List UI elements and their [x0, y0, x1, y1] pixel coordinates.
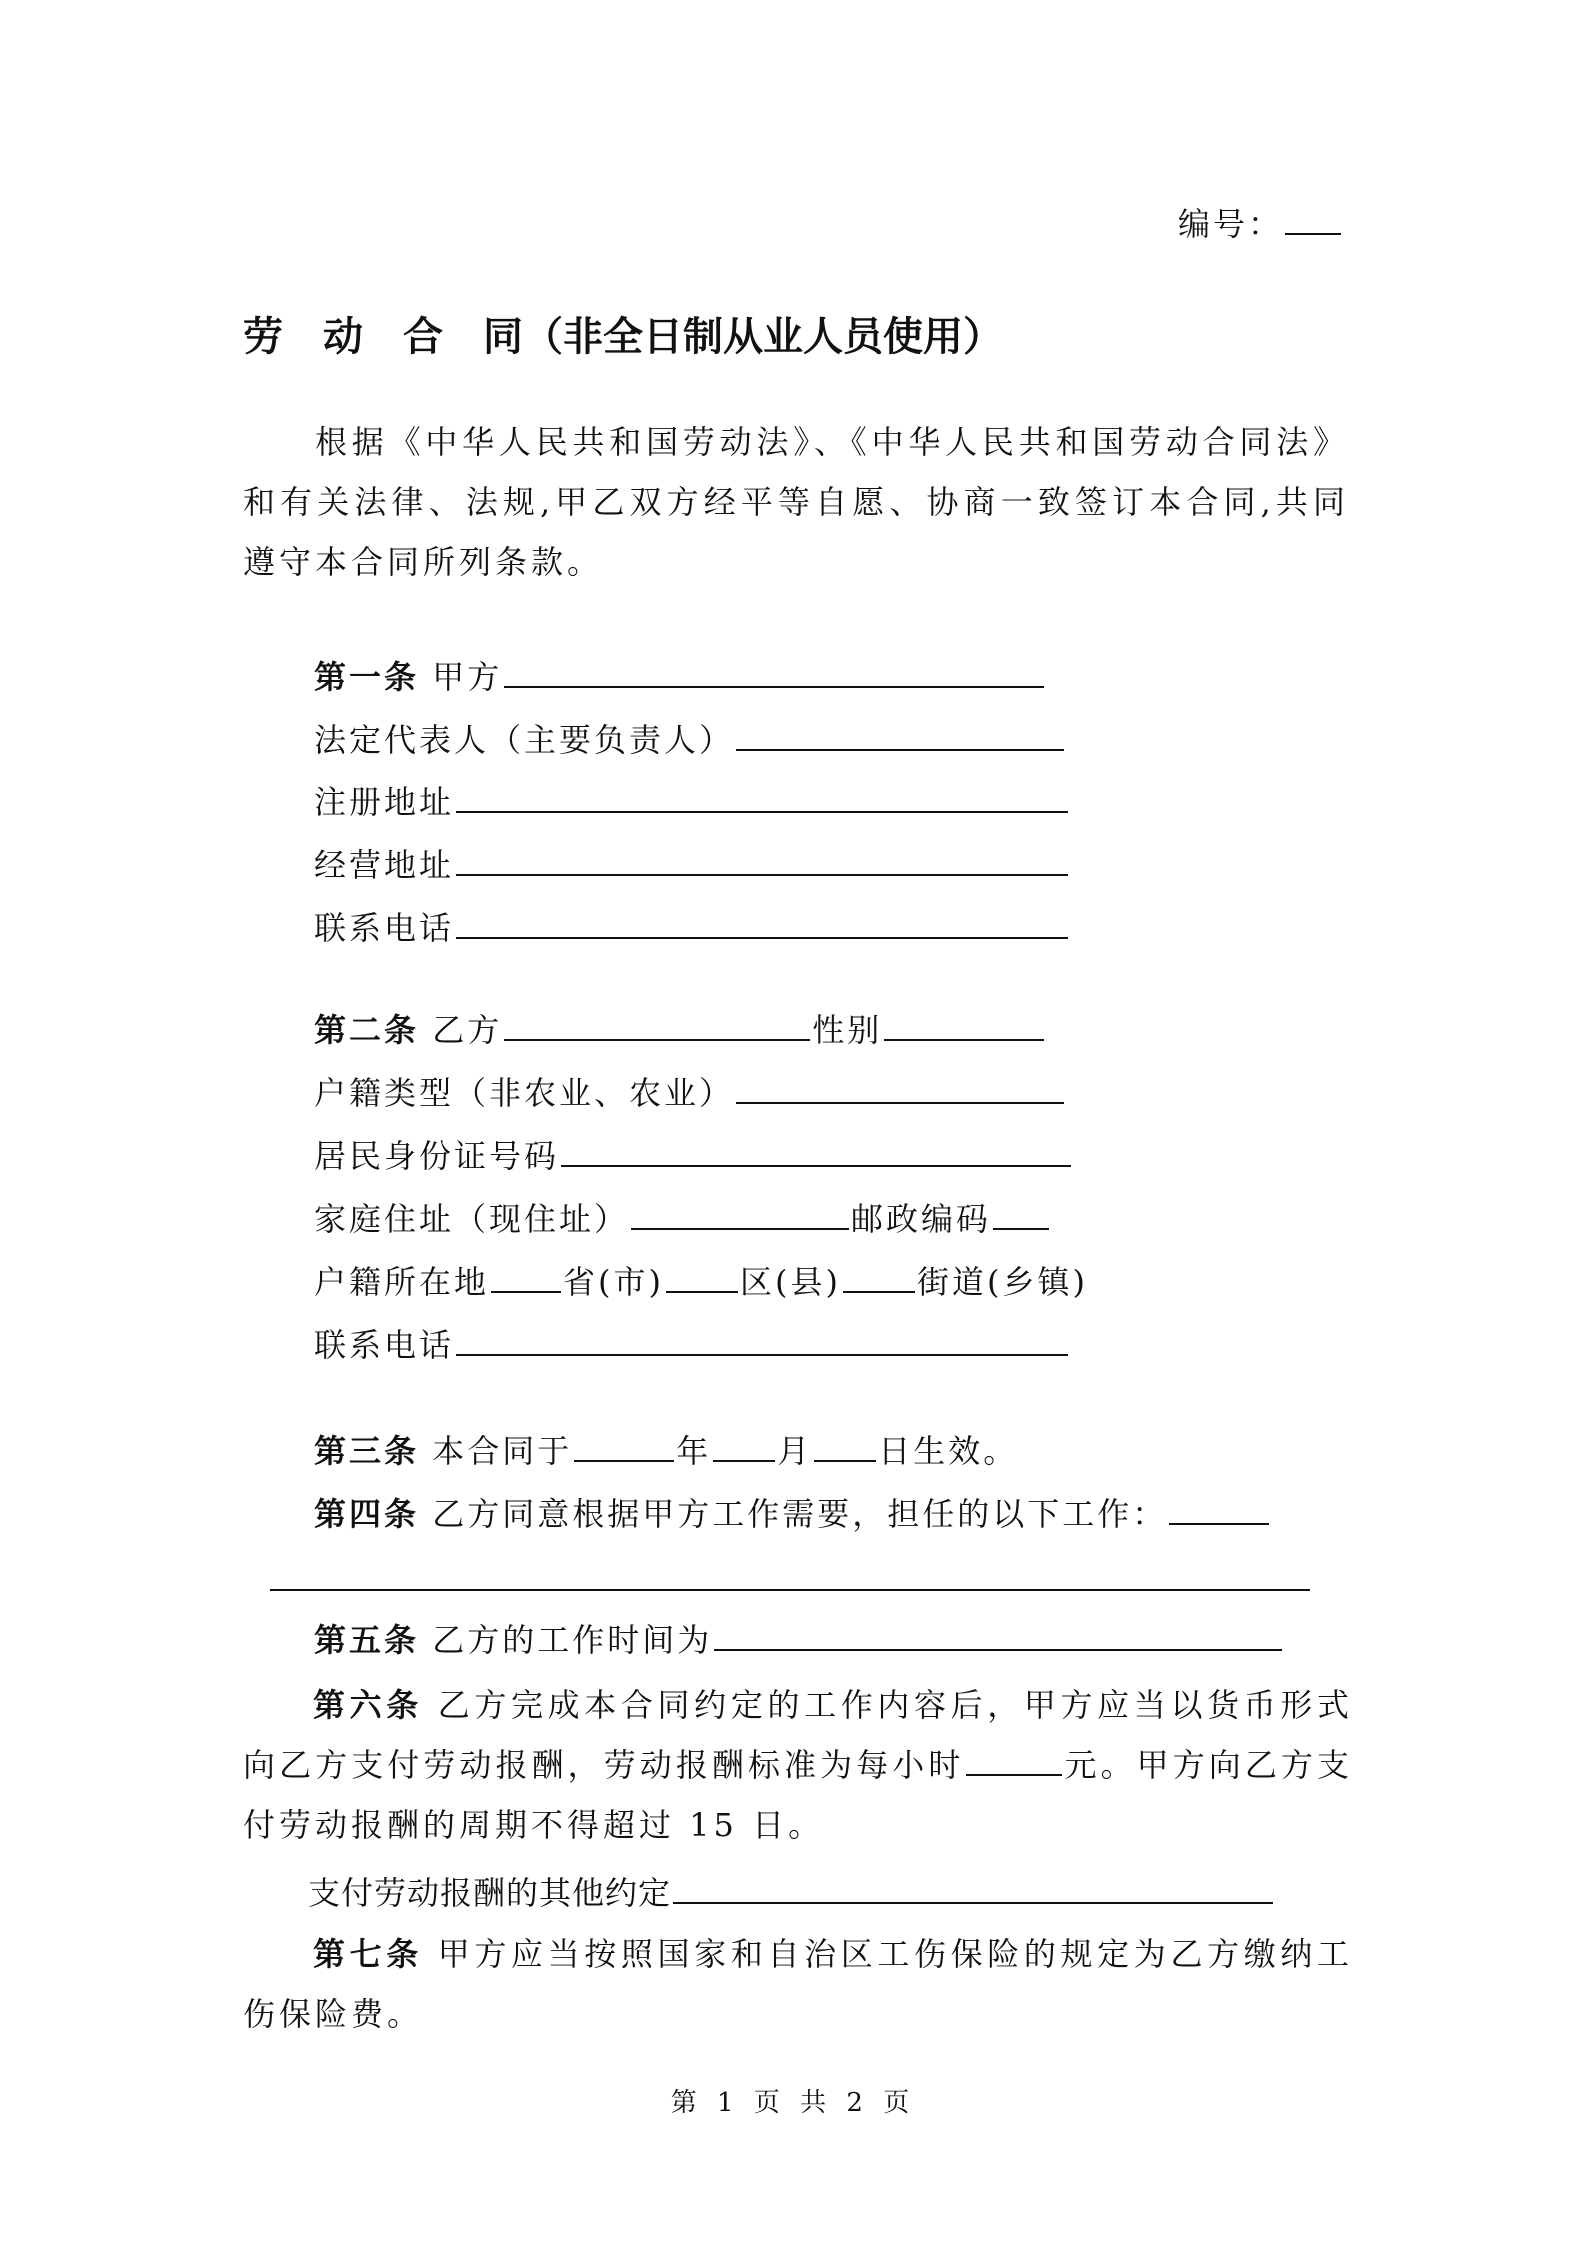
article4-line	[314, 1494, 1271, 1534]
party-a-phone-line	[314, 908, 1070, 948]
article1-party-a-line	[314, 657, 1046, 697]
article7-heading: 第七条	[313, 1935, 423, 1973]
preamble: 根据《中华人民共和国劳动法》、《中华人民共和国劳动合同法》和有关法律、法规,甲乙双方经平等自愿、协商一致签订本合同,共同遵守本合同所列条款。	[243, 423, 1349, 581]
district-field[interactable]	[666, 1263, 738, 1293]
year-field[interactable]	[574, 1432, 674, 1462]
province-label: 省(市)	[563, 1263, 664, 1301]
job-field-continued[interactable]	[270, 1589, 1310, 1591]
party-b-phone-field[interactable]	[456, 1326, 1068, 1356]
month-field[interactable]	[713, 1432, 775, 1462]
street-label: 街道(乡镇)	[916, 1263, 1088, 1301]
id-number-line	[314, 1136, 1073, 1176]
job-field[interactable]	[1169, 1495, 1269, 1525]
reg-address-field[interactable]	[456, 783, 1068, 813]
home-address-label: 家庭住址（现住址）	[314, 1200, 630, 1238]
hukou-type-label: 户籍类型（非农业、农业）	[314, 1074, 735, 1112]
hukou-type-field[interactable]	[736, 1074, 1064, 1104]
article3-heading: 第三条	[314, 1432, 420, 1470]
page-footer: 第 1 页 共 2 页	[670, 2088, 916, 2118]
other-payment-line	[308, 1873, 1275, 1913]
biz-address-field[interactable]	[456, 846, 1068, 876]
article2-party-b-line	[314, 1010, 1046, 1050]
other-payment-label: 支付劳动报酬的其他约定	[308, 1874, 672, 1912]
article4-text: 乙方同意根据甲方工作需要，担任的以下工作：	[432, 1495, 1168, 1533]
article3-line	[314, 1431, 1018, 1471]
article1-heading: 第一条	[314, 658, 420, 696]
article7-paragraph	[243, 1924, 1353, 2044]
gender-label: 性别	[812, 1011, 883, 1049]
article6-text-a: 乙方完成本合同约定的工作内容后，甲方应当以货币形式向乙方支付劳动报酬，劳动报酬标准为每小时	[243, 1686, 1353, 1784]
reg-address-line	[314, 782, 1070, 822]
reg-address-label: 注册地址	[314, 783, 455, 821]
contract-number	[1178, 204, 1343, 244]
day-effective-label: 日生效。	[878, 1432, 1019, 1470]
article3-text: 本合同于	[432, 1432, 573, 1470]
contract-number-label: 编号：	[1178, 205, 1284, 243]
article6-heading: 第六条	[313, 1686, 423, 1724]
home-address-line	[314, 1199, 1051, 1239]
document-title: 劳 动 合 同（非全日制从业人员使用）	[243, 314, 1003, 360]
postcode-field[interactable]	[993, 1200, 1049, 1230]
home-address-field[interactable]	[631, 1200, 849, 1230]
other-payment-field[interactable]	[673, 1874, 1273, 1904]
party-b-label: 乙方	[432, 1011, 503, 1049]
biz-address-line	[314, 845, 1070, 885]
article5-line	[314, 1620, 1284, 1660]
article2-heading: 第二条	[314, 1011, 420, 1049]
party-b-phone-line	[314, 1325, 1070, 1365]
street-field[interactable]	[843, 1263, 915, 1293]
postcode-label: 邮政编码	[851, 1200, 992, 1238]
party-a-phone-label: 联系电话	[314, 909, 455, 947]
hukou-place-line	[314, 1262, 1088, 1302]
party-b-field[interactable]	[504, 1011, 810, 1041]
year-label: 年	[676, 1432, 712, 1470]
gender-field[interactable]	[884, 1011, 1044, 1041]
hukou-type-line	[314, 1073, 1066, 1113]
biz-address-label: 经营地址	[314, 846, 455, 884]
legal-rep-field[interactable]	[736, 721, 1064, 751]
party-b-phone-label: 联系电话	[314, 1326, 455, 1364]
hourly-rate-field[interactable]	[966, 1746, 1062, 1776]
party-a-phone-field[interactable]	[456, 909, 1068, 939]
district-label: 区(县)	[740, 1263, 841, 1301]
legal-rep-line	[314, 720, 1066, 760]
legal-rep-label: 法定代表人（主要负责人）	[314, 721, 735, 759]
id-number-field[interactable]	[561, 1137, 1071, 1167]
article6-paragraph	[243, 1675, 1353, 1855]
party-a-label: 甲方	[432, 658, 503, 696]
party-a-field[interactable]	[504, 658, 1044, 688]
article4-heading: 第四条	[314, 1495, 420, 1533]
month-label: 月	[777, 1432, 813, 1470]
contract-number-field[interactable]	[1285, 205, 1341, 235]
day-field[interactable]	[814, 1432, 876, 1462]
article5-heading: 第五条	[314, 1621, 420, 1659]
article5-text: 乙方的工作时间为	[432, 1621, 713, 1659]
province-field[interactable]	[491, 1263, 561, 1293]
article7-text: 甲方应当按照国家和自治区工伤保险的规定为乙方缴纳工伤保险费。	[243, 1935, 1353, 2033]
id-number-label: 居民身份证号码	[314, 1137, 560, 1175]
article6-text-b: 元。甲方向乙方支付劳动报酬的周期不得超过 15 日。	[243, 1746, 1353, 1844]
work-hours-field[interactable]	[714, 1621, 1282, 1651]
hukou-place-label: 户籍所在地	[314, 1263, 490, 1301]
